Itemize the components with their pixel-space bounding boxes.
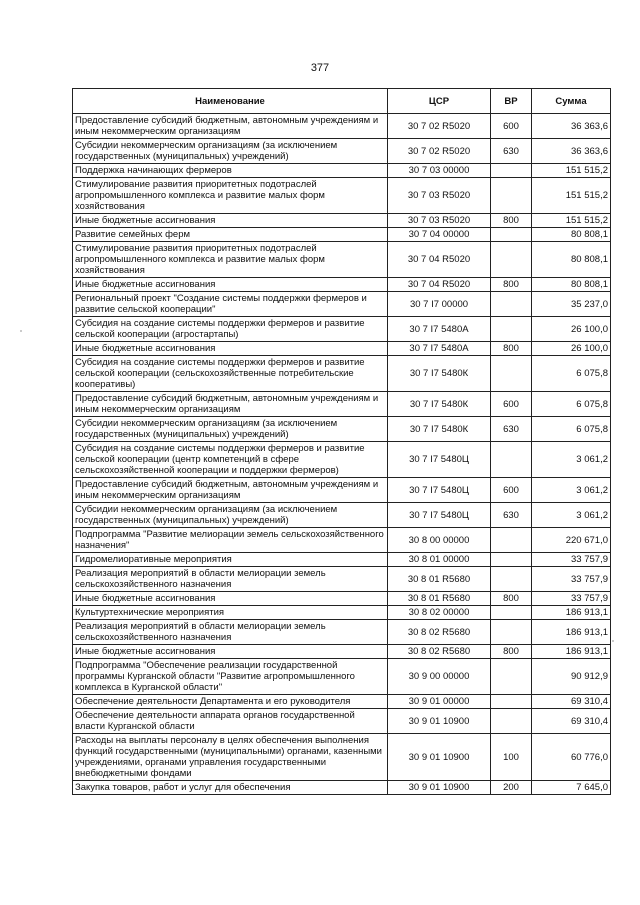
table-row xyxy=(73,528,611,553)
cell-sum: 60 776,0 xyxy=(532,734,611,781)
table-row xyxy=(73,356,611,392)
page-number: 377 xyxy=(310,62,330,74)
table-row xyxy=(73,645,611,659)
cell-sum: 80 808,1 xyxy=(532,228,611,242)
cell-vr: 600 xyxy=(491,478,532,503)
cell-vr: 600 xyxy=(491,392,532,417)
cell-csr: 30 8 02 R5680 xyxy=(388,620,491,645)
cell-csr: 30 7 I7 5480Ц xyxy=(388,442,491,478)
table-row xyxy=(73,503,611,528)
cell-name: Гидромелиоративные мероприятия xyxy=(73,553,388,567)
scan-speck xyxy=(612,640,614,642)
cell-sum: 3 061,2 xyxy=(532,503,611,528)
cell-name: Обеспечение деятельности Департамента и его руководителя xyxy=(73,695,388,709)
cell-csr: 30 7 I7 00000 xyxy=(388,292,491,317)
cell-vr: 100 xyxy=(491,734,532,781)
cell-name: Реализация мероприятий в области мелиорации земель сельскохозяйственного назначения xyxy=(73,620,388,645)
cell-name: Реализация мероприятий в области мелиорации земель сельскохозяйственного назначения xyxy=(73,567,388,592)
cell-sum: 186 913,1 xyxy=(532,606,611,620)
cell-vr: 800 xyxy=(491,214,532,228)
cell-name: Предоставление субсидий бюджетным, автономным учреждениям и иным некоммерческим организациям xyxy=(73,478,388,503)
cell-name: Иные бюджетные ассигнования xyxy=(73,214,388,228)
cell-vr: 800 xyxy=(491,342,532,356)
cell-sum: 80 808,1 xyxy=(532,278,611,292)
cell-sum: 186 913,1 xyxy=(532,645,611,659)
cell-name: Субсидии некоммерческим организациям (за исключением государственных (муниципальных) учреждений) xyxy=(73,139,388,164)
cell-vr xyxy=(491,242,532,278)
cell-vr xyxy=(491,659,532,695)
cell-sum: 6 075,8 xyxy=(532,356,611,392)
table-row xyxy=(73,734,611,781)
table-row xyxy=(73,442,611,478)
cell-name: Предоставление субсидий бюджетным, автономным учреждениям и иным некоммерческим организациям xyxy=(73,392,388,417)
cell-vr xyxy=(491,317,532,342)
cell-csr: 30 8 01 R5680 xyxy=(388,567,491,592)
cell-name: Стимулирование развития приоритетных подотраслей агропромышленного комплекса и развитие малых форм хозяйствования xyxy=(73,242,388,278)
cell-csr: 30 8 01 00000 xyxy=(388,553,491,567)
cell-csr: 30 9 01 00000 xyxy=(388,695,491,709)
cell-vr: 600 xyxy=(491,114,532,139)
header-csr: ЦСР xyxy=(388,89,491,114)
cell-sum: 186 913,1 xyxy=(532,620,611,645)
cell-csr: 30 7 I7 5480А xyxy=(388,317,491,342)
cell-csr: 30 7 04 00000 xyxy=(388,228,491,242)
table-header-row xyxy=(73,89,611,114)
cell-csr: 30 7 I7 5480К xyxy=(388,392,491,417)
cell-sum: 6 075,8 xyxy=(532,417,611,442)
table-row xyxy=(73,659,611,695)
cell-name: Иные бюджетные ассигнования xyxy=(73,592,388,606)
cell-csr: 30 7 03 00000 xyxy=(388,164,491,178)
cell-name: Региональный проект "Создание системы поддержки фермеров и развитие сельской кооперации" xyxy=(73,292,388,317)
cell-csr: 30 9 01 10900 xyxy=(388,709,491,734)
cell-vr: 800 xyxy=(491,592,532,606)
cell-sum: 26 100,0 xyxy=(532,342,611,356)
cell-vr: 800 xyxy=(491,278,532,292)
cell-sum: 26 100,0 xyxy=(532,317,611,342)
cell-name: Предоставление субсидий бюджетным, автономным учреждениям и иным некоммерческим организациям xyxy=(73,114,388,139)
table-row xyxy=(73,164,611,178)
cell-vr xyxy=(491,442,532,478)
cell-name: Иные бюджетные ассигнования xyxy=(73,278,388,292)
cell-name: Субсидия на создание системы поддержки фермеров и развитие сельской кооперации (центр компетенций в сфере сельскохозяйственной кооперации и поддержки фермеров) xyxy=(73,442,388,478)
cell-vr xyxy=(491,709,532,734)
cell-vr xyxy=(491,567,532,592)
cell-sum: 33 757,9 xyxy=(532,592,611,606)
cell-vr xyxy=(491,178,532,214)
cell-sum: 35 237,0 xyxy=(532,292,611,317)
cell-vr xyxy=(491,528,532,553)
cell-sum: 6 075,8 xyxy=(532,392,611,417)
cell-name: Поддержка начинающих фермеров xyxy=(73,164,388,178)
cell-csr: 30 7 02 R5020 xyxy=(388,139,491,164)
cell-vr: 630 xyxy=(491,417,532,442)
cell-csr: 30 9 00 00000 xyxy=(388,659,491,695)
header-vr: ВР xyxy=(491,89,532,114)
cell-name: Стимулирование развития приоритетных подотраслей агропромышленного комплекса и развитие малых форм хозяйствования xyxy=(73,178,388,214)
cell-sum: 151 515,2 xyxy=(532,214,611,228)
cell-name: Подпрограмма "Обеспечение реализации государственной программы Курганской области "Развитие агропромышленного комплекса в Курганской области" xyxy=(73,659,388,695)
table-row xyxy=(73,606,611,620)
cell-csr: 30 8 02 R5680 xyxy=(388,645,491,659)
cell-csr: 30 7 I7 5480Ц xyxy=(388,478,491,503)
cell-name: Обеспечение деятельности аппарата органов государственной власти Курганской области xyxy=(73,709,388,734)
cell-csr: 30 7 I7 5480К xyxy=(388,417,491,442)
table-row xyxy=(73,178,611,214)
cell-csr: 30 7 02 R5020 xyxy=(388,114,491,139)
cell-sum: 151 515,2 xyxy=(532,178,611,214)
cell-sum: 3 061,2 xyxy=(532,442,611,478)
table-body xyxy=(73,114,611,795)
cell-vr xyxy=(491,620,532,645)
cell-csr: 30 9 01 10900 xyxy=(388,781,491,795)
table-row xyxy=(73,214,611,228)
cell-name: Культуртехнические мероприятия xyxy=(73,606,388,620)
table-row xyxy=(73,278,611,292)
cell-sum: 90 912,9 xyxy=(532,659,611,695)
cell-name: Иные бюджетные ассигнования xyxy=(73,342,388,356)
cell-csr: 30 7 04 R5020 xyxy=(388,278,491,292)
cell-sum: 151 515,2 xyxy=(532,164,611,178)
cell-csr: 30 7 I7 5480К xyxy=(388,356,491,392)
table-row xyxy=(73,342,611,356)
cell-vr xyxy=(491,292,532,317)
cell-csr: 30 7 03 R5020 xyxy=(388,214,491,228)
cell-sum: 33 757,9 xyxy=(532,567,611,592)
cell-name: Субсидии некоммерческим организациям (за исключением государственных (муниципальных) учреждений) xyxy=(73,417,388,442)
cell-name: Закупка товаров, работ и услуг для обеспечения xyxy=(73,781,388,795)
header-name: Наименование xyxy=(73,89,388,114)
cell-name: Субсидия на создание системы поддержки фермеров и развитие сельской кооперации (сельскохозяйственные потребительские кооперативы) xyxy=(73,356,388,392)
cell-name: Подпрограмма "Развитие мелиорации земель сельскохозяйственного назначения" xyxy=(73,528,388,553)
cell-csr: 30 8 00 00000 xyxy=(388,528,491,553)
table-row xyxy=(73,114,611,139)
cell-sum: 7 645,0 xyxy=(532,781,611,795)
cell-name: Субсидия на создание системы поддержки фермеров и развитие сельской кооперации (агростартапы) xyxy=(73,317,388,342)
table-row xyxy=(73,553,611,567)
cell-csr: 30 8 02 00000 xyxy=(388,606,491,620)
cell-sum: 220 671,0 xyxy=(532,528,611,553)
cell-sum: 69 310,4 xyxy=(532,709,611,734)
table-row xyxy=(73,317,611,342)
cell-csr: 30 7 I7 5480А xyxy=(388,342,491,356)
cell-sum: 3 061,2 xyxy=(532,478,611,503)
cell-vr: 200 xyxy=(491,781,532,795)
table-row xyxy=(73,592,611,606)
cell-name: Развитие семейных ферм xyxy=(73,228,388,242)
cell-sum: 36 363,6 xyxy=(532,114,611,139)
cell-csr: 30 7 03 R5020 xyxy=(388,178,491,214)
cell-vr xyxy=(491,553,532,567)
cell-vr: 800 xyxy=(491,645,532,659)
table-row xyxy=(73,392,611,417)
table-row xyxy=(73,709,611,734)
cell-name: Иные бюджетные ассигнования xyxy=(73,645,388,659)
table-row xyxy=(73,292,611,317)
table-row xyxy=(73,620,611,645)
table-row xyxy=(73,567,611,592)
cell-vr: 630 xyxy=(491,139,532,164)
cell-vr xyxy=(491,356,532,392)
cell-csr: 30 7 04 R5020 xyxy=(388,242,491,278)
table-row xyxy=(73,695,611,709)
cell-sum: 80 808,1 xyxy=(532,242,611,278)
table-row xyxy=(73,242,611,278)
table-row xyxy=(73,139,611,164)
header-sum: Сумма xyxy=(532,89,611,114)
cell-sum: 69 310,4 xyxy=(532,695,611,709)
cell-csr: 30 8 01 R5680 xyxy=(388,592,491,606)
table-row xyxy=(73,781,611,795)
cell-vr xyxy=(491,164,532,178)
cell-vr xyxy=(491,228,532,242)
table-row xyxy=(73,478,611,503)
budget-table xyxy=(72,88,611,795)
table-row xyxy=(73,228,611,242)
cell-vr xyxy=(491,695,532,709)
cell-vr xyxy=(491,606,532,620)
cell-name: Субсидии некоммерческим организациям (за исключением государственных (муниципальных) учреждений) xyxy=(73,503,388,528)
table-row xyxy=(73,417,611,442)
cell-vr: 630 xyxy=(491,503,532,528)
cell-sum: 33 757,9 xyxy=(532,553,611,567)
scan-speck xyxy=(20,330,22,332)
cell-sum: 36 363,6 xyxy=(532,139,611,164)
cell-csr: 30 7 I7 5480Ц xyxy=(388,503,491,528)
cell-name: Расходы на выплаты персоналу в целях обеспечения выполнения функций государственными (муниципальными) органами, казенными учреждениями, органами управления государственными внебюджетными фондами xyxy=(73,734,388,781)
cell-csr: 30 9 01 10900 xyxy=(388,734,491,781)
